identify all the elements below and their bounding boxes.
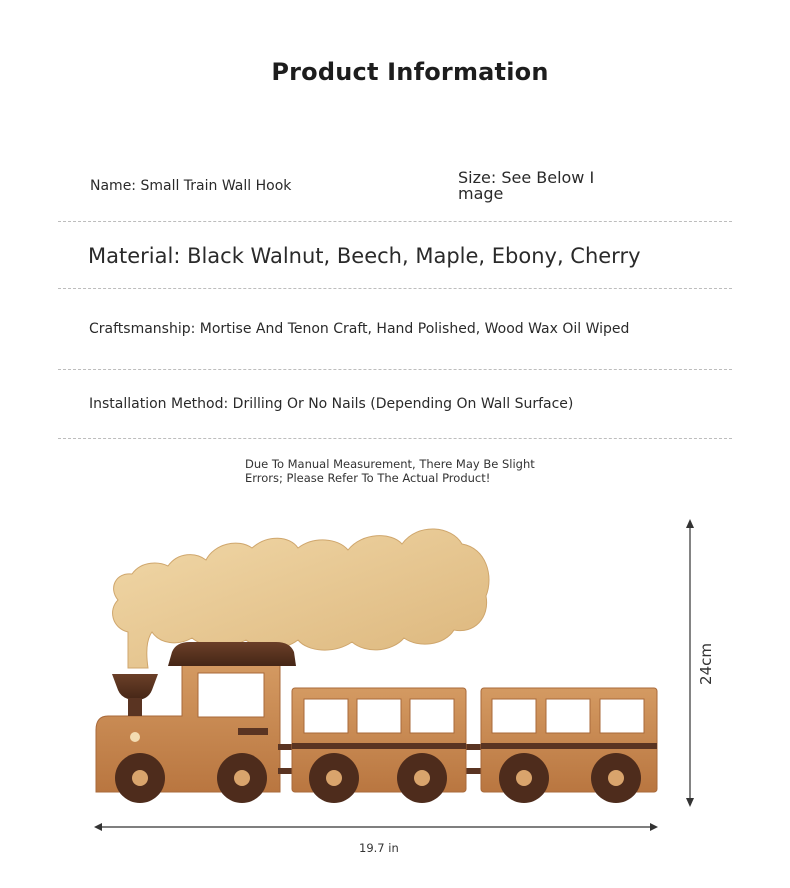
headlight <box>130 732 140 742</box>
height-dimension-arrow <box>686 519 694 807</box>
walnut-stripe <box>292 743 466 749</box>
carriage-window <box>304 699 348 733</box>
cab-roof <box>168 642 296 666</box>
spec-name: Name: Small Train Wall Hook <box>90 178 292 194</box>
page-title: Product Information <box>271 58 549 86</box>
spec-craftsmanship: Craftsmanship: Mortise And Tenon Craft, Hand Polished, Wood Wax Oil Wiped <box>89 321 630 337</box>
coupler <box>464 768 482 774</box>
chimney <box>112 674 158 700</box>
coupler <box>464 744 482 750</box>
width-dimension-arrow <box>94 823 658 831</box>
walnut-stripe <box>481 743 657 749</box>
walnut-strip <box>238 728 268 735</box>
chimney-stem <box>128 698 142 716</box>
spec-material: Material: Black Walnut, Beech, Maple, Ebony, Cherry <box>88 244 641 268</box>
smoke-cloud <box>113 529 489 668</box>
carriage-window <box>546 699 590 733</box>
width-label: 19.7 in <box>359 841 399 855</box>
spec-installation: Installation Method: Drilling Or No Nails (Depending On Wall Surface) <box>89 396 574 412</box>
cab-window <box>198 673 264 717</box>
height-label: 24cm <box>696 643 715 685</box>
carriage-window <box>410 699 454 733</box>
carriage-window <box>357 699 401 733</box>
carriage-window <box>600 699 644 733</box>
carriage-window <box>492 699 536 733</box>
spec-size: Size: See Below I mage <box>458 168 595 203</box>
measurement-note: Due To Manual Measurement, There May Be Slight Errors; Please Refer To The Actual Product! <box>245 457 535 485</box>
